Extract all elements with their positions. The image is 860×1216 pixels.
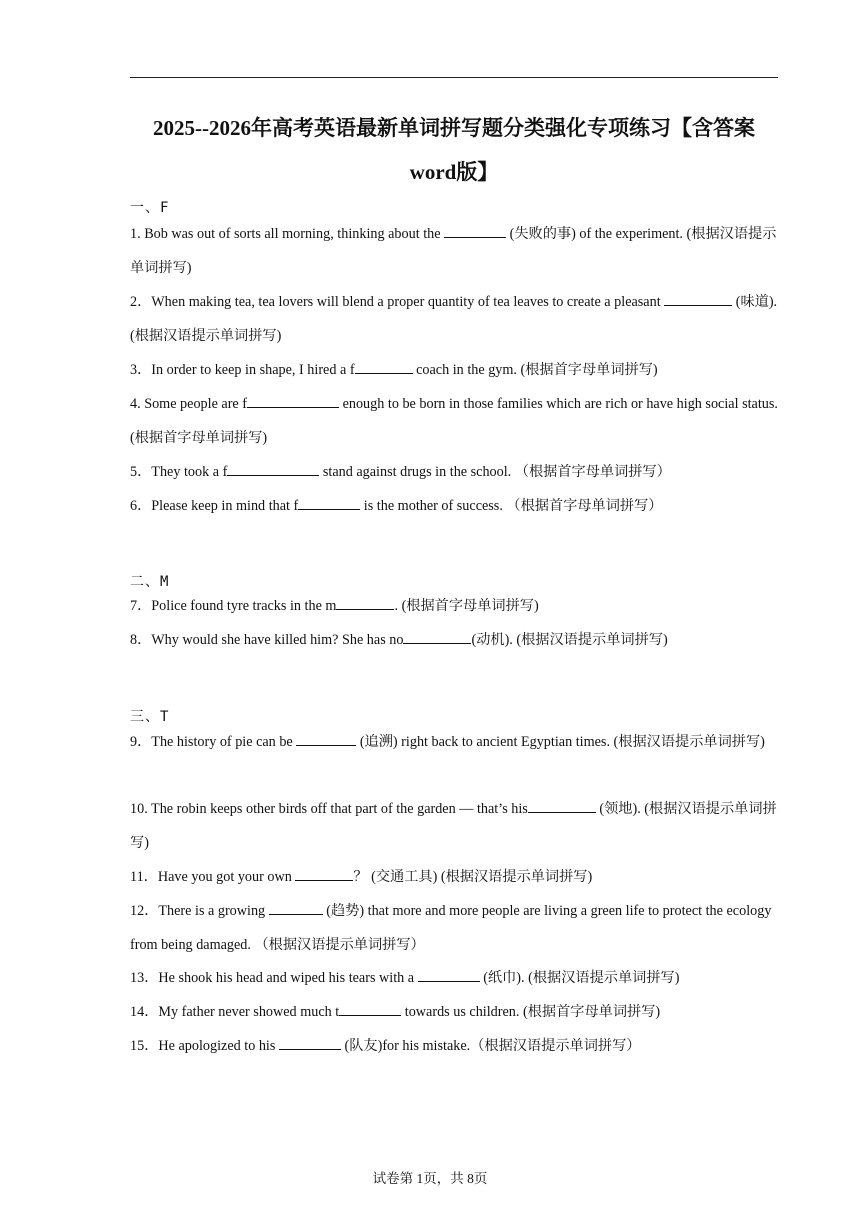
question-text: 12．There is a growing (130, 903, 269, 919)
question-4 (130, 387, 780, 455)
answer-blank (296, 733, 356, 746)
answer-blank (664, 293, 732, 306)
question-text: . (根据首字母单词拼写) (394, 598, 539, 614)
question-text: (领地). (根据汉语提示单词拼写) (130, 801, 777, 851)
question-13 (130, 961, 780, 995)
question-text: 14．My father never showed much t (130, 1004, 340, 1020)
question-text: coach in the gym. (根据首字母单词拼写) (412, 362, 658, 378)
question-text: (趋势) that more and more people are living a green life to protect the ecology from being damaged. （根据汉语提示单词拼写） (130, 903, 772, 953)
answer-blank (336, 597, 394, 610)
question-text: 9．The history of pie can be (130, 734, 297, 750)
question-14 (130, 995, 780, 1029)
section-heading-f: 一、F (130, 200, 170, 216)
question-text: 7．Police found tyre tracks in the m (130, 598, 337, 614)
document-title: 2025--2026年高考英语最新单词拼写题分类强化专项练习【含答案 (153, 116, 755, 140)
question-text: 2．When making tea, tea lovers will blend a proper quantity of tea leaves to create a pleasant (130, 294, 665, 310)
question-text: towards us children. (根据首字母单词拼写) (401, 1004, 661, 1020)
answer-blank (444, 225, 506, 238)
answer-blank (355, 361, 413, 374)
page-footer: 试卷第 1页，共 8页 (372, 1171, 488, 1186)
question-7 (130, 589, 780, 623)
question-8 (130, 623, 780, 657)
answer-blank (403, 631, 471, 644)
question-text: (追溯) right back to ancient Egyptian times. (根据汉语提示单词拼写) (356, 734, 765, 750)
question-text: 6．Please keep in mind that f (130, 498, 299, 514)
question-6 (130, 489, 780, 523)
header-rule (130, 77, 778, 78)
question-text: 15．He apologized to his (130, 1038, 279, 1054)
question-text: stand against drugs in the school. （根据首字母单词拼写） (319, 464, 671, 480)
question-5 (130, 455, 780, 489)
question-1 (130, 217, 780, 285)
answer-blank (247, 395, 339, 408)
question-text: 11．Have you got your own (130, 869, 296, 885)
question-text: (失败的事) of the experiment. (根据汉语提示单词拼写) (130, 226, 777, 276)
question-3 (130, 353, 780, 387)
question-text: 13．He shook his head and wiped his tears with a (130, 970, 418, 986)
question-text: is the mother of success. （根据首字母单词拼写） (360, 498, 663, 514)
question-12 (130, 894, 780, 962)
answer-blank (298, 497, 360, 510)
answer-blank (269, 902, 323, 915)
answer-blank (339, 1003, 401, 1016)
question-10 (130, 792, 780, 860)
answer-blank (528, 800, 596, 813)
question-2 (130, 285, 780, 353)
question-11 (130, 860, 780, 894)
section-heading-m: 二、M (130, 574, 170, 590)
answer-blank (418, 969, 480, 982)
question-text: (纸巾). (根据汉语提示单词拼写) (479, 970, 680, 986)
question-text: 5．They took a f (130, 464, 228, 480)
question-text: 4. Some people are f (130, 396, 248, 412)
question-text: (味道). (根据汉语提示单词拼写) (130, 294, 778, 344)
question-text: ？ (交通工具) (根据汉语提示单词拼写) (353, 869, 593, 885)
question-text: (队友)for his mistake.（根据汉语提示单词拼写） (340, 1038, 641, 1054)
document-title-continued: word版】 (409, 160, 499, 184)
answer-blank (295, 868, 353, 881)
question-text: (动机). (根据汉语提示单词拼写) (471, 632, 668, 648)
answer-blank (279, 1037, 341, 1050)
question-15 (130, 1029, 780, 1063)
answer-blank (227, 463, 319, 476)
question-text: 10. The robin keeps other birds off that part of the garden — that’s his (130, 801, 528, 817)
section-heading-t: 三、T (130, 709, 170, 725)
question-text: 8．Why would she have killed him? She has no (130, 632, 404, 648)
question-9 (130, 725, 780, 759)
question-text: enough to be born in those families which are rich or have high social status. (根据首字母单词拼写) (130, 396, 778, 446)
question-text: 1. Bob was out of sorts all morning, thinking about the (130, 226, 445, 242)
question-text: 3．In order to keep in shape, I hired a f (130, 362, 355, 378)
